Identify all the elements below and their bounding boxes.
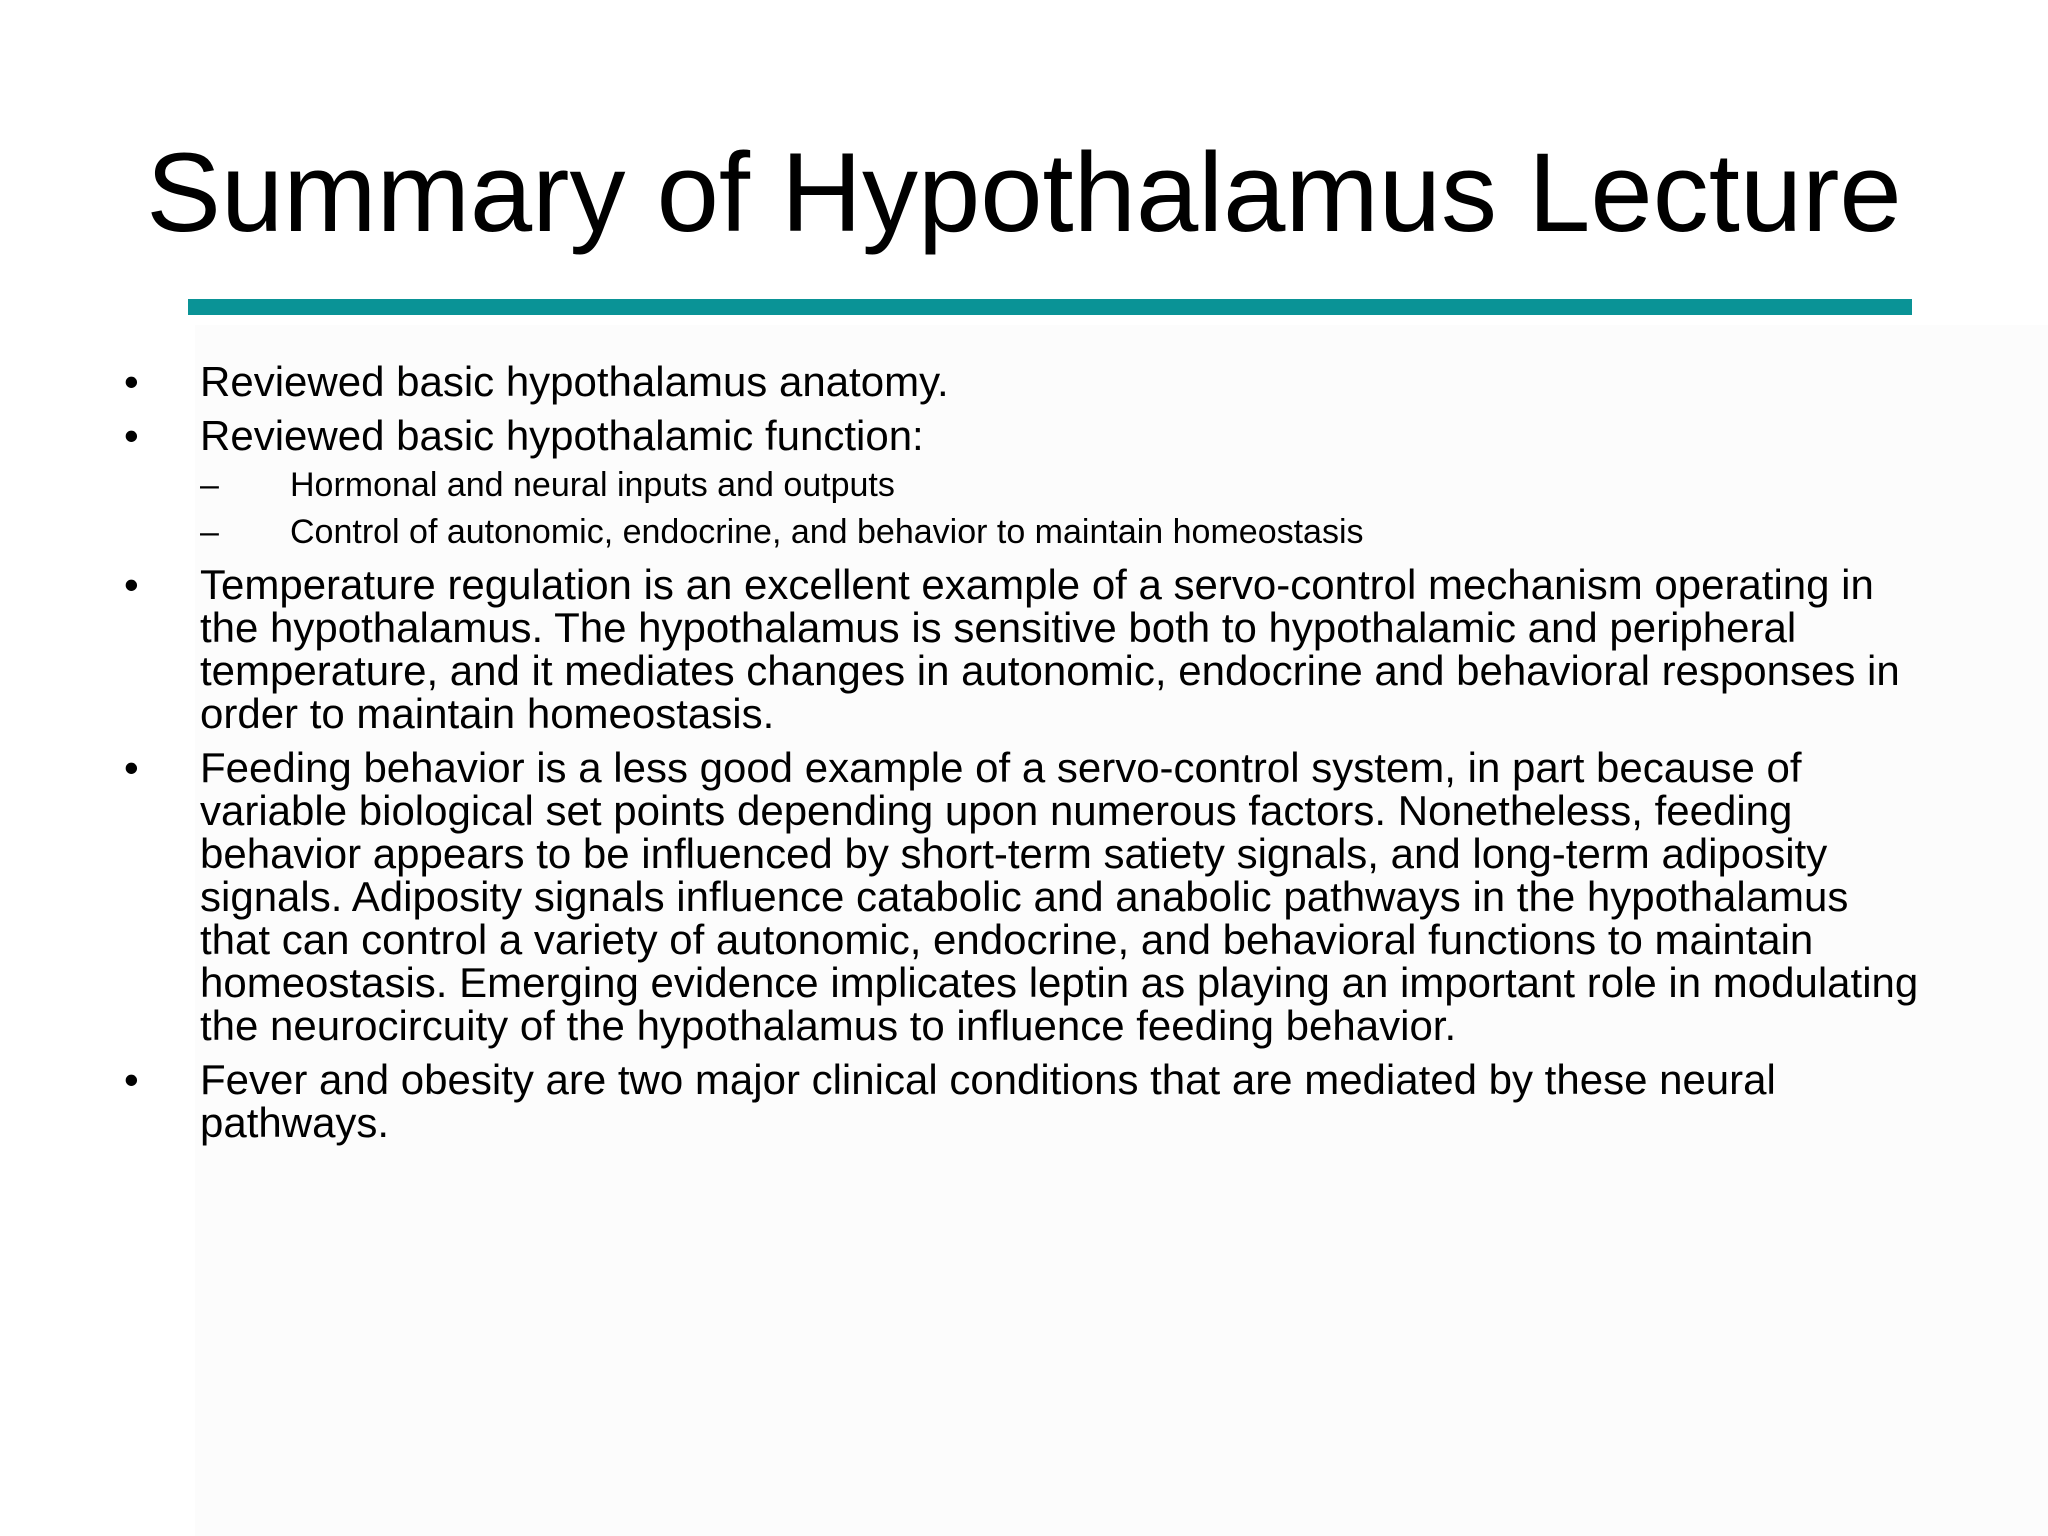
bullet-marker: • — [124, 358, 139, 405]
bullet-item — [0, 1058, 1930, 1144]
sub-bullet-item — [200, 512, 1930, 552]
sub-bullet-marker: – — [200, 513, 219, 551]
bullet-item — [0, 360, 1930, 403]
bullet-text: Reviewed basic hypothalamus anatomy. — [200, 358, 949, 405]
sub-bullet-list — [200, 465, 1930, 552]
bullet-text: Temperature regulation is an excellent example of a servo-control mechanism operating in the hypothalamus. The hypothalamus is sensitive both to hypothalamic and peripheral temperature, and it mediates changes in autonomic, endocrine and behavioral responses in order to maintain homeostasis. — [200, 561, 1900, 737]
sub-bullet-marker: – — [200, 466, 219, 504]
bullet-list — [0, 360, 2048, 1155]
bullet-item — [0, 414, 1930, 552]
bullet-item — [0, 563, 1930, 735]
bullet-text: Fever and obesity are two major clinical conditions that are mediated by these neural pathways. — [200, 1056, 1776, 1146]
title-divider — [188, 299, 1912, 315]
bullet-marker: • — [124, 744, 139, 791]
bullet-marker: • — [124, 561, 139, 608]
bullet-marker: • — [124, 1056, 139, 1103]
bullet-text: Reviewed basic hypothalamic function: — [200, 412, 924, 459]
sub-bullet-text: Control of autonomic, endocrine, and behavior to maintain homeostasis — [290, 513, 1364, 551]
sub-bullet-text: Hormonal and neural inputs and outputs — [290, 466, 895, 504]
slide-title: Summary of Hypothalamus Lecture — [146, 130, 1902, 255]
bullet-marker: • — [124, 412, 139, 459]
sub-bullet-item — [200, 465, 1930, 505]
bullet-text: Feeding behavior is a less good example of a servo-control system, in part because of variable biological set points depending upon numerous factors. Nonetheless, feeding behavior appears to be influenced by short-term satiety signals, and long-term adiposity signals. Adiposity signals influence catabolic and anabolic pathways in the hypothalamus that can control a variety of autonomic, endocrine, and behavioral functions to maintain homeostasis. Emerging evidence implicates leptin as playing an important role in modulating the neurocircuity of the hypothalamus to influence feeding behavior. — [200, 744, 1919, 1049]
bullet-item — [0, 746, 1930, 1047]
